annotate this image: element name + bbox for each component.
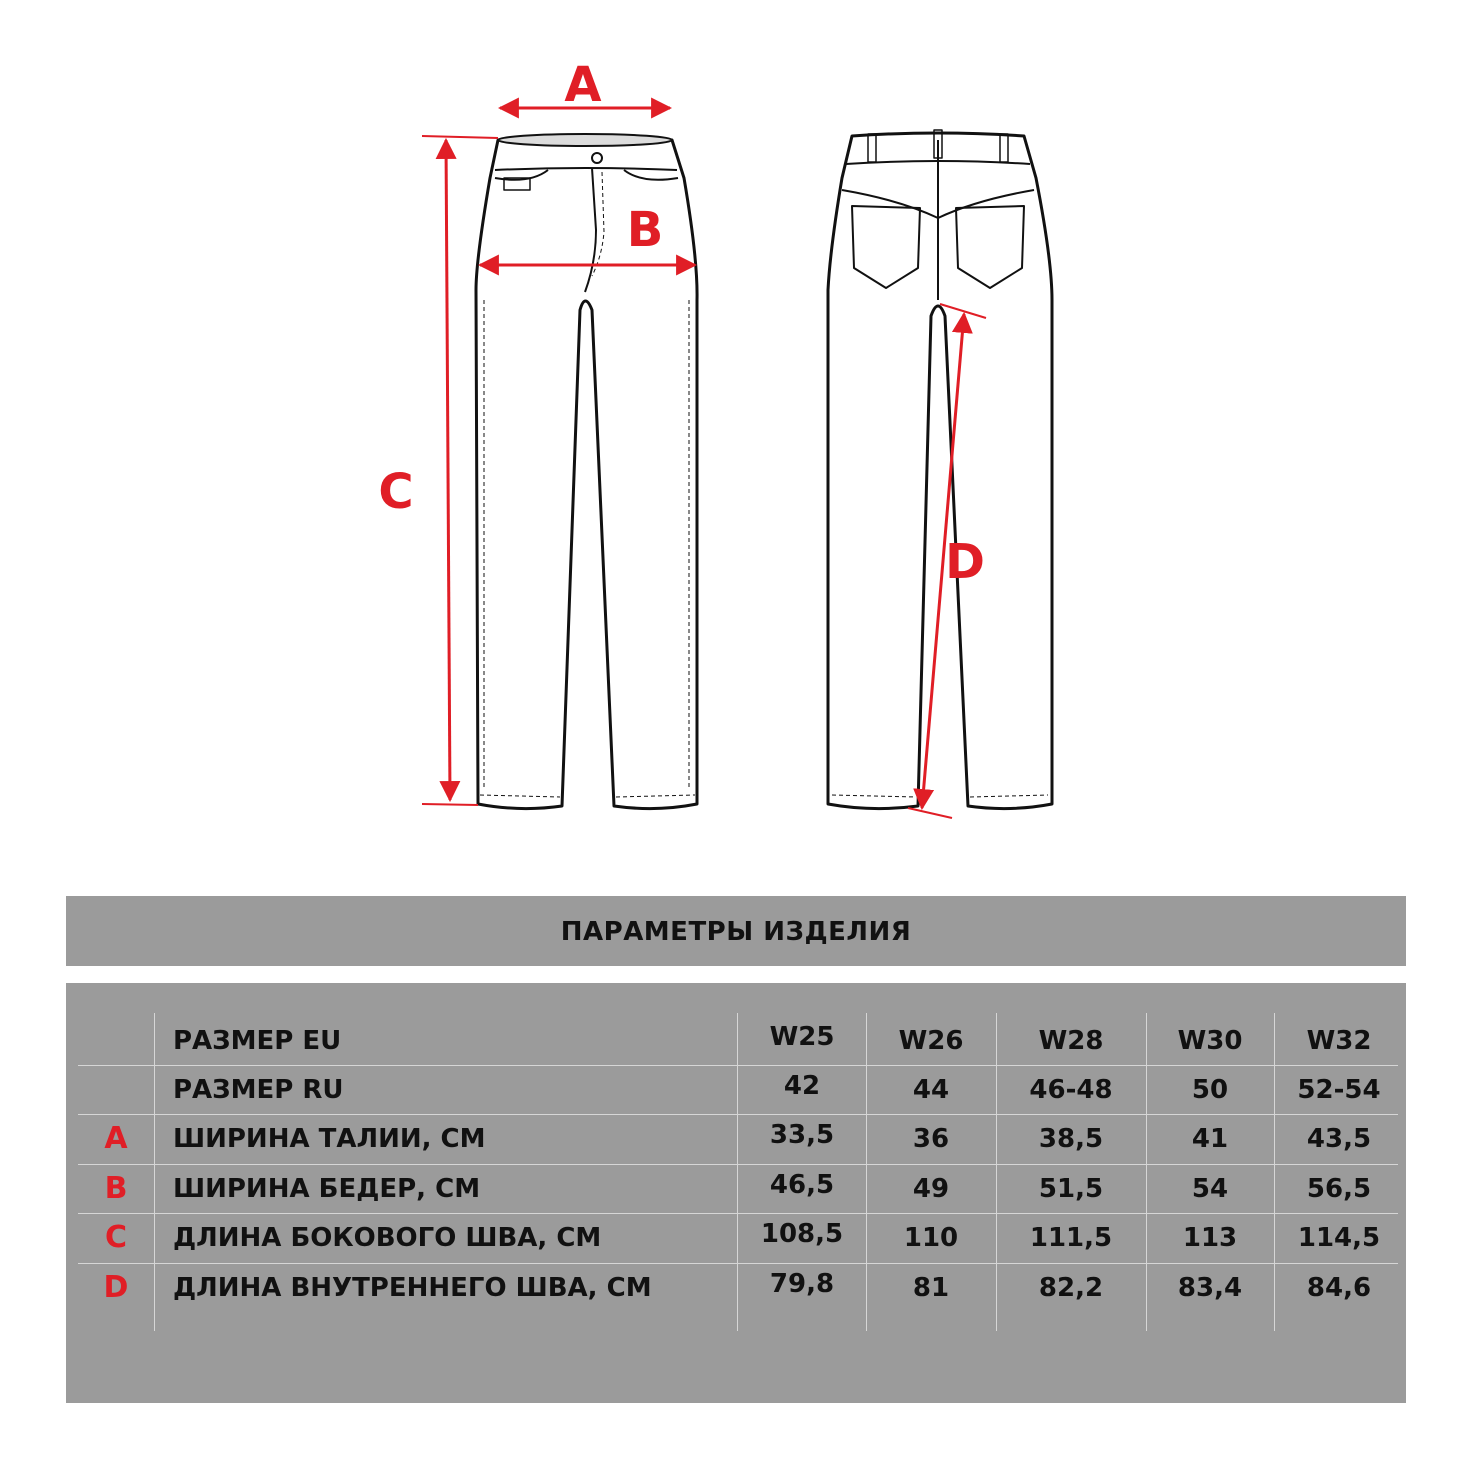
jeans-back-view <box>828 130 1052 809</box>
table-cell: 111,5 <box>1029 1223 1113 1253</box>
measurement-lines <box>422 108 986 818</box>
row-code: A <box>104 1121 128 1156</box>
jeans-front-view <box>476 134 697 809</box>
row-label: РАЗМЕР EU <box>173 1026 342 1056</box>
measure-a-label: A <box>564 57 602 113</box>
table-row-hips <box>78 1164 1398 1213</box>
row-label: ДЛИНА БОКОВОГО ШВА, СМ <box>173 1223 602 1253</box>
table-cell: 56,5 <box>1306 1174 1372 1204</box>
table-row-size-eu <box>78 1016 1398 1065</box>
table-cell: W25 <box>769 1022 835 1052</box>
front-waistband <box>495 168 677 170</box>
measure-c-label: C <box>378 464 414 520</box>
measure-d-label: D <box>945 534 985 590</box>
table-cell: 38,5 <box>1038 1124 1104 1154</box>
row-code: C <box>104 1220 128 1255</box>
table-cell: 84,6 <box>1306 1273 1372 1303</box>
table-cell: 44 <box>912 1075 950 1105</box>
table-cell: W32 <box>1306 1026 1372 1056</box>
measure-d-bottom-ext <box>908 808 952 818</box>
table-cell: 108,5 <box>760 1219 844 1249</box>
table-cell: 46-48 <box>1029 1075 1113 1105</box>
table-cell: 46,5 <box>769 1170 835 1200</box>
front-fly <box>585 168 596 292</box>
measure-c-bottom-ext <box>422 804 478 805</box>
table-cell: 114,5 <box>1297 1223 1381 1253</box>
measure-c-top-ext <box>422 136 498 138</box>
table-row-inseam <box>78 1263 1398 1312</box>
table-row-waist <box>78 1114 1398 1163</box>
table-cell: 79,8 <box>769 1269 835 1299</box>
measure-c-line <box>446 140 450 800</box>
table-cell: 82,2 <box>1038 1273 1104 1303</box>
row-label: ШИРИНА ТАЛИИ, СМ <box>173 1124 486 1154</box>
table-cell: 54 <box>1191 1174 1229 1204</box>
table-cell: 51,5 <box>1038 1174 1104 1204</box>
table-row-side-seam <box>78 1213 1398 1262</box>
table-cell: 52-54 <box>1297 1075 1381 1105</box>
row-label: ШИРИНА БЕДЕР, СМ <box>173 1174 481 1204</box>
row-label: ДЛИНА ВНУТРЕННЕГО ШВА, СМ <box>173 1273 652 1303</box>
row-code <box>78 1016 154 1065</box>
table-cell: W26 <box>898 1026 964 1056</box>
front-pocket-right <box>624 170 678 180</box>
table-cell: 43,5 <box>1306 1124 1372 1154</box>
row-code: B <box>104 1171 128 1206</box>
back-belt-loop-right <box>1000 134 1008 162</box>
table-title-bar <box>66 896 1406 966</box>
table-cell: W28 <box>1038 1026 1104 1056</box>
table-title: ПАРАМЕТРЫ ИЗДЕЛИЯ <box>560 917 912 947</box>
table-cell: 42 <box>783 1071 821 1101</box>
front-right-hem-stitch <box>616 795 695 797</box>
front-outline <box>476 137 697 809</box>
table-cell: 41 <box>1191 1124 1229 1154</box>
table-row-size-ru <box>78 1065 1398 1114</box>
back-pocket-left <box>852 206 920 288</box>
table-cell: 50 <box>1191 1075 1229 1105</box>
size-table <box>66 983 1406 1403</box>
back-outline <box>828 133 1052 809</box>
back-belt-loop-left <box>868 134 876 162</box>
front-waistband-top <box>498 134 672 146</box>
table-cell: 81 <box>912 1273 950 1303</box>
table-cell: 83,4 <box>1177 1273 1243 1303</box>
table-cell: 110 <box>903 1223 959 1253</box>
row-code <box>78 1065 154 1114</box>
table-cell: W30 <box>1177 1026 1243 1056</box>
row-code: D <box>103 1270 129 1305</box>
measure-b-label: B <box>626 202 664 258</box>
back-left-hem-stitch <box>832 795 916 797</box>
front-left-hem-stitch <box>480 795 560 797</box>
back-pocket-right <box>956 206 1024 288</box>
back-right-hem-stitch <box>970 795 1048 797</box>
table-cell: 113 <box>1182 1223 1238 1253</box>
table-cell: 36 <box>912 1124 950 1154</box>
front-button <box>592 153 602 163</box>
table-cell: 49 <box>912 1174 950 1204</box>
row-label: РАЗМЕР RU <box>173 1075 344 1105</box>
table-cell: 33,5 <box>769 1120 835 1150</box>
